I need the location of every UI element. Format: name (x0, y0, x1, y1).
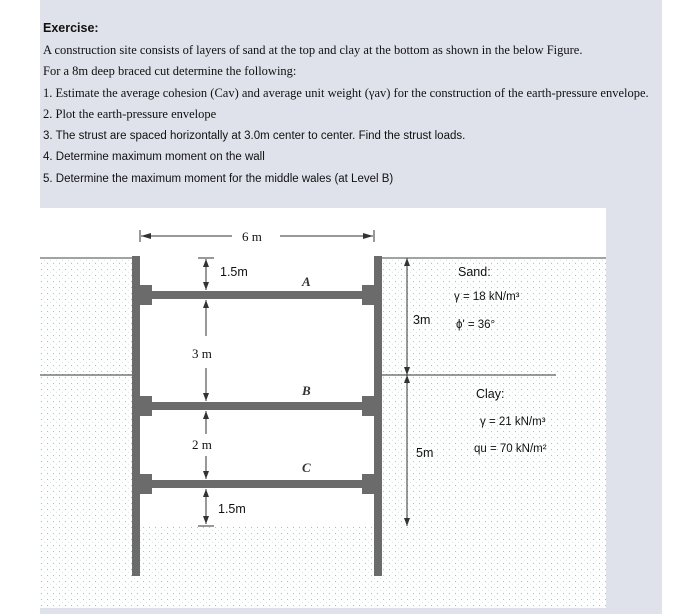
question-3: 3. The strust are spaced horizontally at 3.0m center to center. Find the strust loads. (43, 129, 466, 142)
strut-b (140, 402, 374, 410)
question-5: 5. Determine the maximum moment for the middle wales (at Level B) (43, 172, 394, 185)
wale-b-left (140, 396, 152, 416)
clay-gamma: γ = 21 kN/m³ (480, 416, 546, 428)
question-4: 4. Determine maximum moment on the wall (43, 151, 265, 163)
soil-bottom (132, 526, 378, 608)
dim-1-arrow-down-icon (203, 282, 209, 290)
intro-line-2: For a 8m deep braced cut determine the following: (43, 64, 297, 78)
braced-cut-figure (40, 208, 606, 608)
braced-cut-diagram (40, 208, 606, 608)
width-arrow-right-icon (363, 233, 373, 239)
strut-a-label: A (302, 274, 311, 289)
soil-left (40, 258, 132, 608)
question-1 (43, 83, 683, 105)
intro-line-1: A construction site consists of layers of sand at the top and clay at the bottom as shown in the below Figure. (43, 42, 583, 57)
soil-right (378, 258, 606, 608)
dim-4-arrow-down-icon (203, 516, 209, 524)
width-arrow-left-icon (141, 233, 151, 239)
dim-2-arrow-down-icon (203, 393, 209, 401)
wale-a-right (362, 285, 374, 305)
strut-c-label: C (302, 460, 311, 475)
clay-depth-label: 5m (416, 446, 434, 460)
wale-c-right (362, 474, 374, 494)
dim-4-arrow-up-icon (203, 489, 209, 497)
clay-label: Clay: (476, 387, 505, 401)
sand-label: Sand: (458, 265, 491, 279)
sand-depth-label: 3m (413, 313, 431, 327)
sand-gamma: γ = 18 kN/m³ (454, 291, 520, 303)
wale-b-right (362, 396, 374, 416)
question-2: 2. Plot the earth-pressure envelope (43, 107, 217, 121)
exercise-text (43, 18, 683, 190)
strut-b-label: B (302, 383, 311, 398)
dim-4-label: 1.5m (218, 502, 246, 516)
question-1-text: 1. Estimate the average cohesion (Cav) and average unit weight (γav) for the construction of the earth-pressure envelope. (43, 85, 649, 100)
wale-c-left (140, 474, 152, 494)
sheet-pile-right (374, 256, 382, 576)
sand-phi: ϕ' = 36° (456, 319, 496, 331)
dim-3-arrow-down-icon (203, 471, 209, 479)
dim-1-arrow-up-icon (203, 259, 209, 267)
wale-a-left (140, 285, 152, 305)
dim-1-label: 1.5m (220, 265, 248, 279)
clay-qu: qu = 70 kN/m² (474, 443, 547, 455)
dim-3-label: 2 m (192, 437, 212, 452)
dim-2-arrow-up-icon (203, 300, 209, 308)
strut-a (140, 291, 374, 299)
dim-2-label: 3 m (192, 346, 212, 361)
sheet-pile-left (132, 256, 140, 576)
exercise-title: Exercise: (43, 21, 99, 35)
dim-3-arrow-up-icon (203, 411, 209, 419)
strut-c (140, 480, 374, 488)
width-label: 6 m (242, 229, 262, 244)
